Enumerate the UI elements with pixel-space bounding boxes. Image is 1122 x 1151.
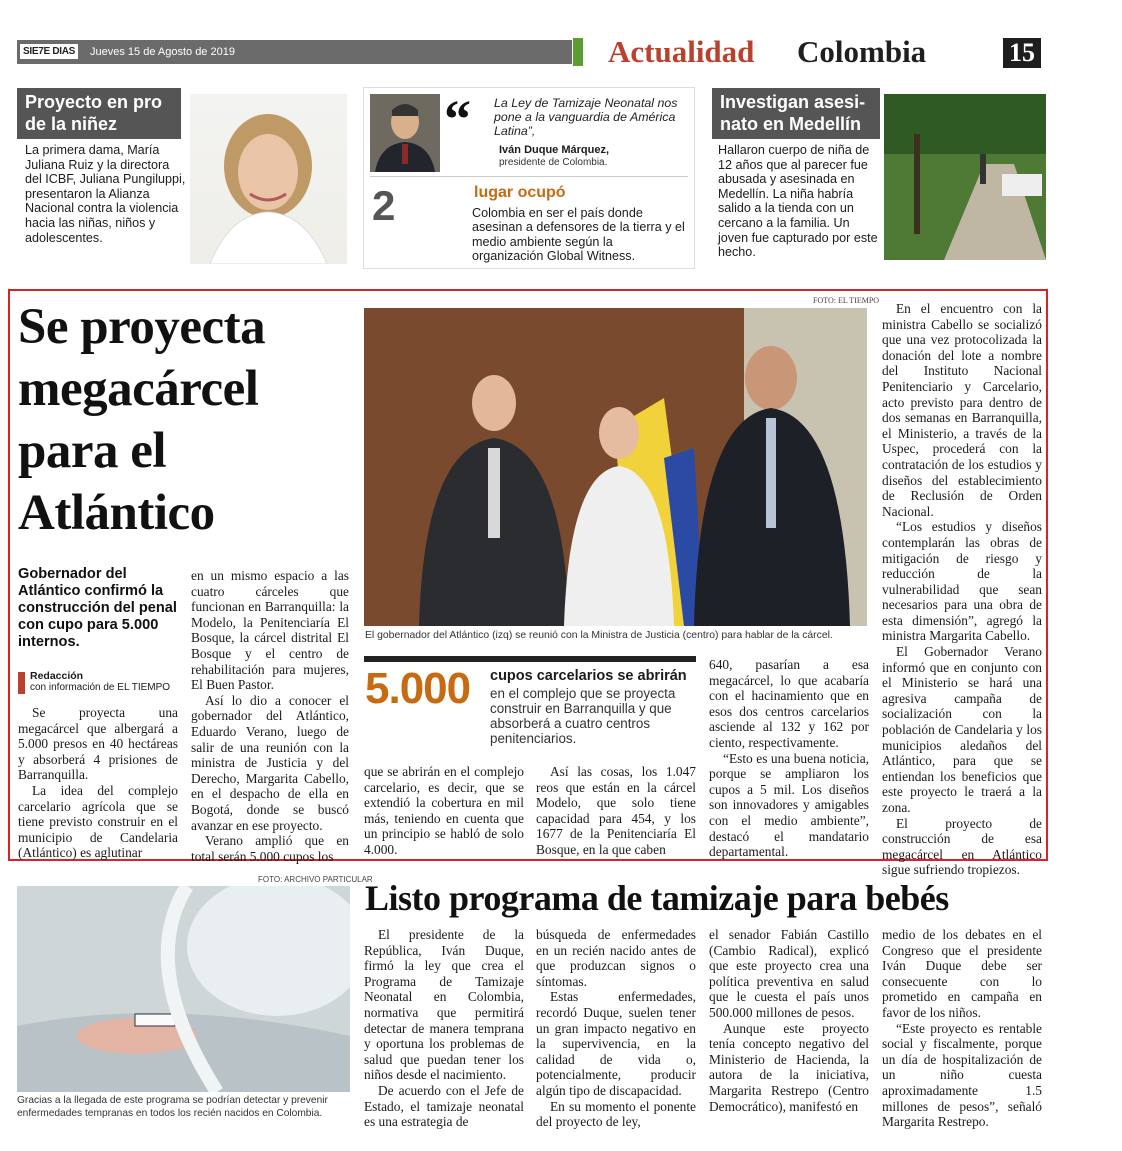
main-subhead: Gobernador del Atlántico confirmó la construcción del penal con cupo para 5.000 internos. xyxy=(18,566,177,650)
photo-caption: El gobernador del Atlántico (izq) se reunió con la Ministra de Justicia (centro) para hablar de la cárcel. xyxy=(365,630,833,641)
highlight-title: cupos carcelarios se abrirán xyxy=(490,668,687,684)
divider xyxy=(370,176,688,177)
brand-logo: SIE7E DIAS xyxy=(20,44,78,59)
photo-credit: FOTO: ARCHIVO PARTICULAR xyxy=(258,875,373,884)
photo-caption: Gracias a la llegada de este programa se podrían detectar y prevenir enfermedades tempranas en todos los recién nacidos en Colombia. xyxy=(17,1095,328,1119)
main-headline: Se proyecta megacárcel para el Atlántico xyxy=(18,299,266,541)
highlight-rule xyxy=(364,656,696,662)
main-col-1: Se proyecta una megacárcel que albergará a 5.000 presos en 40 hectáreas y absorberá 4 prisiones de Barranquilla. La idea del complejo carcelario agrícola que se tiene previsto construir en el municipio de Candelaria (Atlántico) es aglutinar xyxy=(18,705,178,861)
main-col-5: 640, pasarían a esa megacárcel, lo que acabaría con el hacinamiento que en esos dos centros carcelarios asciende al 132 y 162 por ciento, respectivamente. “Esto es una buena noticia, porque se ampliaron los cupos a 5 mil. Los diseños son innovadores y amigables con el medio ambiente”, destacó el mandatario departamental. xyxy=(709,657,869,860)
brief-title: Proyecto en pro de la niñez xyxy=(17,88,181,139)
highlight-number: 5.000 xyxy=(365,664,471,713)
crime-scene-photo xyxy=(884,94,1046,260)
section-accent xyxy=(573,38,583,66)
byline-source: con información de EL TIEMPO xyxy=(30,682,171,693)
issue-date: Jueves 15 de Agosto de 2019 xyxy=(90,46,235,58)
bottom-col-2: búsqueda de enfermedades en un recién nacido antes de que produzcan signos o síntomas. Estas enfermedades, recordó Duque, suelen tener un gran impacto negativo en la supervivencia, en la calidad de vida o, potencialmente, producir algún tipo de discapacidad. En su momento el ponente del proyecto de ley, xyxy=(536,927,696,1130)
bottom-col-1: El presidente de la República, Iván Duque, firmó la ley que crea el Programa de Tamizaje Neonatal en Colombia, normativa que permitirá detectar de manera temprana y oportuna los problemas de salud que puedan tener los niños desde el nacimiento. De acuerdo con el Jefe de Estado, el tamizaje neonatal es una estrategia de xyxy=(364,927,524,1130)
page-number: 15 xyxy=(1003,38,1041,68)
ranking-text: Colombia en ser el país donde asesinan a defensores de la tierra y el medio ambiente según la organización Global Witness. xyxy=(472,206,685,264)
main-col-3: que se abrirán en el complejo carcelario, es decir, que se extendió la cobertura en mil más, teniendo en cuenta que un principio se habló de solo 4.000. xyxy=(364,764,524,857)
president-photo xyxy=(370,94,440,172)
main-col-6: En el encuentro con la ministra Cabello se socializó que una vez protocolizada la donación del lote a nombre del Instituto Nacional Penitenciario y Carcelario, acto previsto para dentro de dos semanas en Barranquilla, el Ministerio, a través de la Uspec, procederá con la contratación de los estudios y diseños del establecimiento de Reclusión de Orden Nacional. “Los estudios y diseños contemplarán las obras de mitigación de riesgo y reducción de la vulnerabilidad que sean necesarios para una obra de esta dimensión”, agregó la ministra Margarita Cabello. El Gobernador Verano informó que en conjunto con el Ministerio se hará una agresiva campaña de socialización con la población de Candelaria y los municipios aledaños del Atlántico, para que se entiendan los beneficios que este proyecto le traerá a la zona. El proyecto de construcción de esa megacárcel en Atlántico sigue sufriendo tropiezos. xyxy=(882,301,1042,878)
highlight-text: en el complejo que se proyecta construir en Barranquilla y que absorberá a cuatro centros penitenciarios. xyxy=(490,686,676,746)
main-col-4: Así las cosas, los 1.047 reos que están en la cárcel Modelo, que solo tiene capacidad para 454, y los 1677 de la Penitenciaría El Bosque, en la que caben xyxy=(536,764,696,857)
quote-marks-icon: “ xyxy=(444,89,471,149)
section-title: Actualidad xyxy=(608,34,755,69)
brief-title: Investigan asesi- nato en Medellín xyxy=(712,88,880,139)
bottom-headline: Listo programa de tamizaje para bebés xyxy=(365,878,949,918)
brief-medellin xyxy=(712,88,1048,268)
brief-text: La primera dama, María Juliana Ruiz y la directora del ICBF, Juliana Pungiluppi, presentaron la Alianza Nacional contra la violencia hacia las niñas, niños y adolescentes. xyxy=(25,143,186,245)
brief-text: Hallaron cuerpo de niña de 12 años que al parecer fue abusada y asesinada en Medellín. La niña habría salido a la tienda con un cercano a la familia. Un joven fue capturado por este hecho. xyxy=(718,143,878,260)
brief-first-lady xyxy=(17,88,347,268)
photo-credit: FOTO: EL TIEMPO xyxy=(813,296,880,305)
byline-mark xyxy=(18,672,25,694)
bottom-col-3: el senador Fabián Castillo (Cambio Radical), explicó que este proyecto crea una política preventiva en salud que le cuesta el país unos 500.000 millones de pesos. Aunque este proyecto tenía concepto negativo del Ministerio de Hacienda, la autora de la iniciativa, Margarita Restrepo (Centro Democrático), manifestó en xyxy=(709,927,869,1114)
newborn-photo xyxy=(17,886,350,1092)
ranking-label: lugar ocupó xyxy=(474,184,566,201)
quote-text: La Ley de Tamizaje Neonatal nos pone a la vanguardia de América Latina”, xyxy=(494,96,678,138)
byline-title: Redacción xyxy=(30,670,84,682)
brief-quote-box xyxy=(364,88,694,268)
first-lady-photo xyxy=(190,94,347,264)
section-subtitle: Colombia xyxy=(797,34,927,69)
officials-photo xyxy=(364,308,867,626)
main-col-2: en un mismo espacio a las cuatro cárceles que funcionan en Barranquilla: la Modelo, la Penitenciaría El Bosque, la cárcel distrital El Bosque y el centro de rehabilitación para mujeres, El Buen Pastor. Así lo dio a conocer el gobernador del Atlántico, Eduardo Verano, luego de salir de una reunión con la ministra de Justicia y del Derecho, Margarita Cabello, en el despacho de ella en Bogotá, donde se buscó avanzar en ese proyecto. Verano amplió que en total serán 5.000 cupos los xyxy=(191,568,349,864)
quote-author: Iván Duque Márquez, xyxy=(499,144,610,156)
bottom-col-4: medio de los debates en el Congreso que el presidente Iván Duque debe ser consecuente con lo prometido en campaña en favor de los niños. “Este proyecto es rentable social y fiscalmente, porque un día de hospitalización de un niño cuesta aproximadamente 1.5 millones de pesos”, señaló Margarita Restrepo. xyxy=(882,927,1042,1130)
quote-author-role: presidente de Colombia. xyxy=(499,157,608,168)
ranking-number: 2 xyxy=(372,182,396,229)
